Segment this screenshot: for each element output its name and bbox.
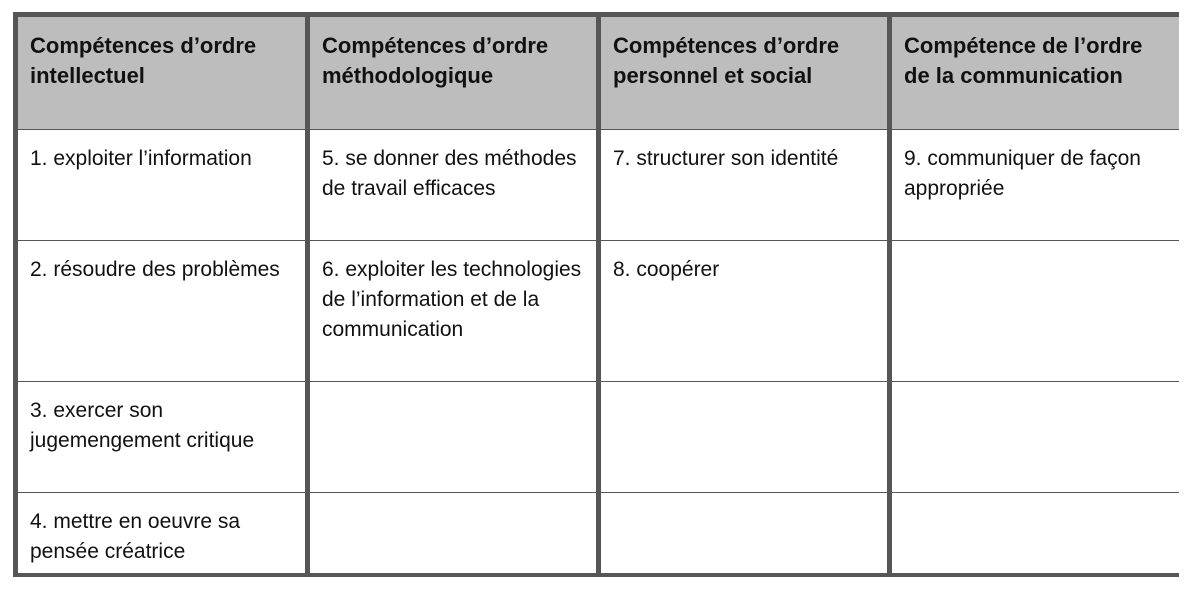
header-methodologique: Compétences d’ordre méthodologique: [310, 17, 596, 129]
table-cell: [310, 382, 596, 492]
table-cell: 2. résoudre des problèmes: [18, 241, 305, 381]
table-cell: 3. exercer son jugemengement critique: [18, 382, 305, 492]
table-cell: [892, 241, 1179, 381]
table-cell: 6. exploiter les technologies de l’information et de la communication: [310, 241, 596, 381]
table-cell: [601, 493, 887, 573]
table-cell: 1. exploiter l’information: [18, 130, 305, 240]
header-communication: Compétence de l’ordre de la communication: [892, 17, 1179, 129]
competences-table: [13, 12, 1179, 577]
table-cell: 8. coopérer: [601, 241, 887, 381]
header-personnel-social: Compétences d’ordre personnel et social: [601, 17, 887, 129]
table-cell: [310, 493, 596, 573]
table-cell: 5. se donner des méthodes de travail efficaces: [310, 130, 596, 240]
table-cell: 7. structurer son identité: [601, 130, 887, 240]
header-intellectuel: Compétences d’ordre intellectuel: [18, 17, 305, 129]
table-cell: [601, 382, 887, 492]
table-cell: 9. communiquer de façon appropriée: [892, 130, 1179, 240]
table-cell: [892, 493, 1179, 573]
table-cell: 4. mettre en oeuvre sa pensée créatrice: [18, 493, 305, 573]
table-cell: [892, 382, 1179, 492]
